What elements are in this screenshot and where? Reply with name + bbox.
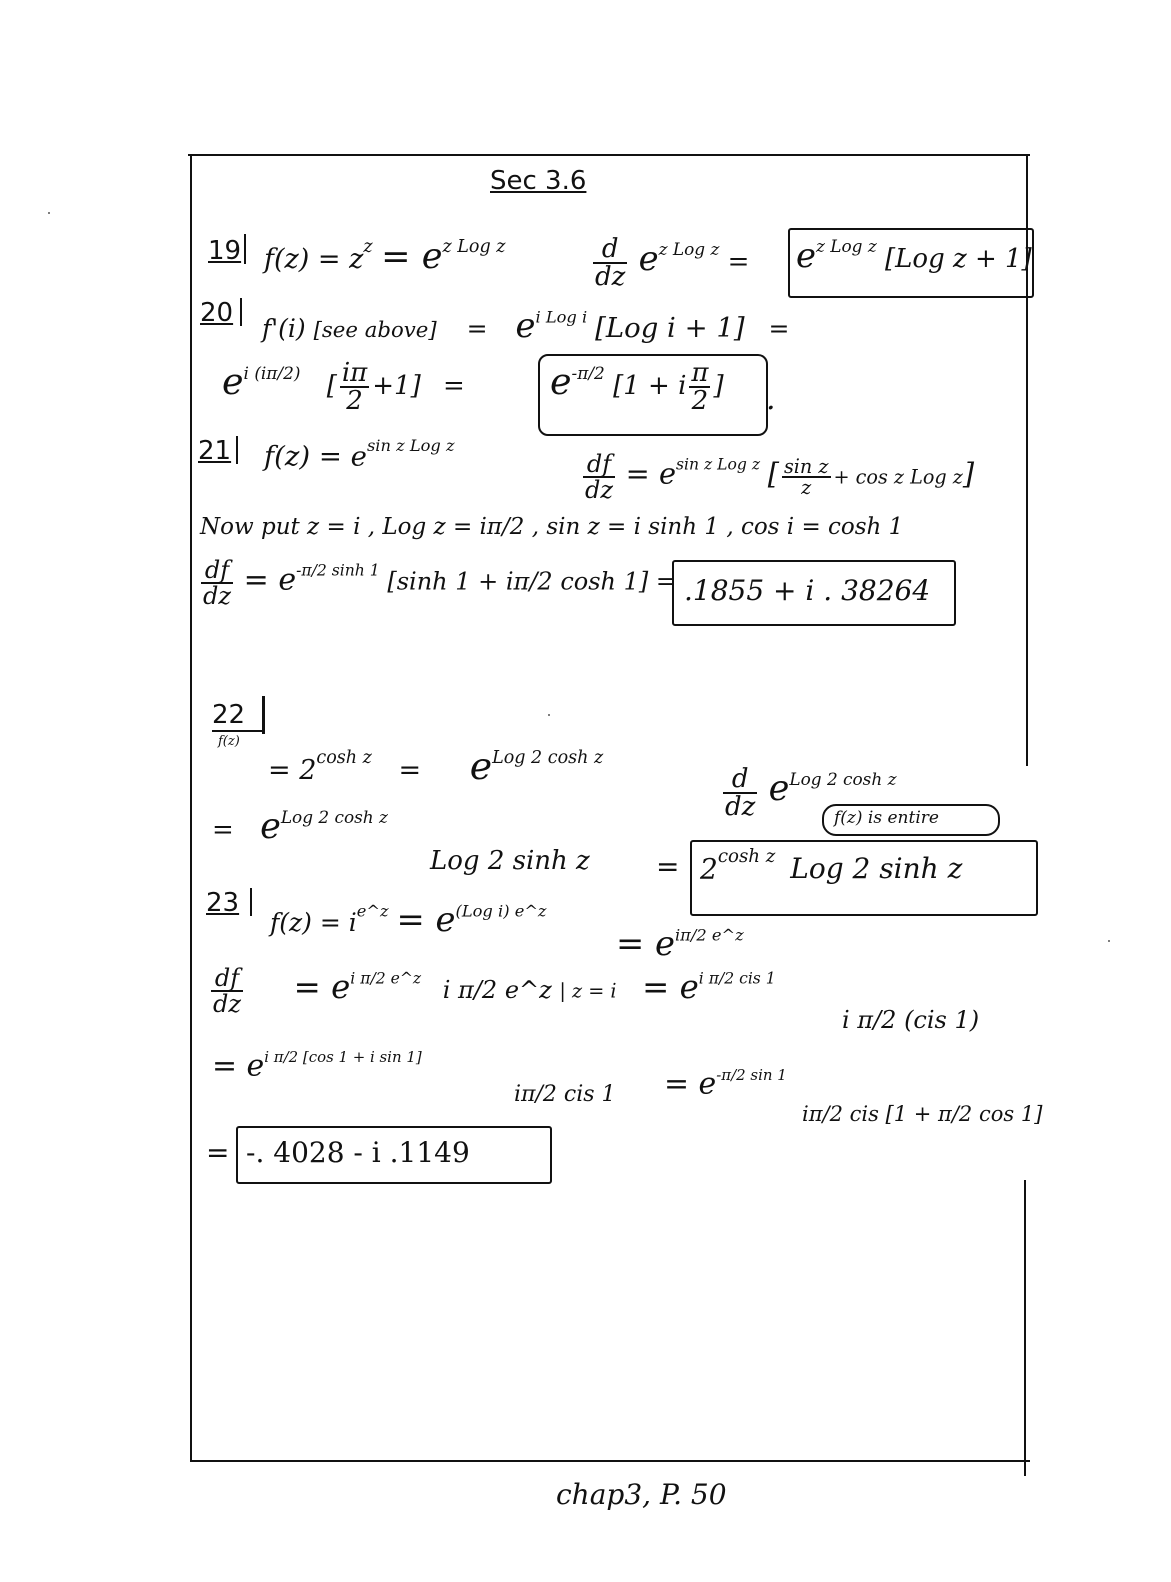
problem-number: 21	[198, 436, 232, 466]
p22-line2-factor: Log 2 sinh z	[430, 846, 590, 876]
problem-number: 23	[206, 888, 240, 918]
p23-answer: -. 4028 - i .1149	[246, 1136, 470, 1169]
p19-definition: $f(z) = z^z = e^{z Log z}$	[264, 236, 506, 277]
scan-speck	[1108, 940, 1110, 942]
frame-left-rule	[190, 154, 192, 1462]
problem-number-underline	[212, 730, 264, 732]
p20-line1: f'(i) [see above] = $e^{i Log i}$ [Log i + 1] =	[262, 306, 790, 345]
problem-number: 22	[212, 700, 246, 730]
p20-line2: $e^{i (i\pi/2)}$ [ $\frac{i\pi}{2}$ +1] =	[222, 358, 465, 416]
p23-line3-right-factor: iπ/2 cis [1 + π/2 cos 1]	[802, 1102, 1043, 1126]
p23-line3-right: = $e^{-\pi/2 sin 1}$	[664, 1066, 787, 1102]
p21-answer: .1855 + i . 38264	[684, 574, 931, 607]
p22-derivative: $\frac{d}{dz}$ $e^{Log 2 cosh z}$	[725, 764, 897, 822]
p21-definition: $f(z) = e^{sin z Log z}$	[264, 436, 455, 473]
p23-derivative-factor: i π/2 (cis 1)	[842, 1006, 980, 1034]
p20-period: .	[766, 382, 776, 417]
scan-speck	[548, 714, 550, 716]
scan-speck	[48, 212, 50, 214]
problem-number-tick	[236, 436, 238, 464]
p21-evaluation: $\frac{df}{dz}$ = $e^{-\pi/2 sinh 1}$ [sinh 1 + iπ/2 cosh 1] =	[203, 556, 676, 610]
p23-final-eq: =	[206, 1136, 230, 1169]
problem-number-tick	[262, 696, 265, 734]
p19-answer: $e^{z Log z}$ [Log z + 1]	[796, 236, 1032, 276]
p22-line2: = $e^{Log 2 cosh z}$	[212, 806, 388, 847]
p23-derivative: $\frac{df}{dz}$ = $e^{i \pi/2 e\^{}z}$ i π/2 e^z | $z = i = e^{i \pi/2 cis 1}$	[213, 964, 776, 1018]
problem-number-tick	[250, 888, 252, 916]
problem-number-tick	[244, 234, 246, 264]
p21-derivative: $\frac{df}{dz}$ = $e^{sin z Log z}$ [ $\frac{\text{sin z}}{z}$ + cos z Log z]	[585, 450, 975, 504]
section-heading: Sec 3.6	[490, 166, 587, 196]
p23-definition: $f(z) = i^{e\^{}z} = e^{(Log i) e\^{}z}$	[270, 900, 547, 939]
problem-number: 20	[200, 298, 234, 328]
p21-substitution: Now put z = i , Log z = iπ/2 , sin z = i sinh 1 , cos i = cosh 1	[200, 514, 904, 540]
problem-number: 19	[208, 236, 242, 266]
p22-answer: $2^{cosh z}$ Log 2 sinh z	[700, 846, 963, 886]
p22-sublabel: f(z)	[218, 734, 240, 749]
frame-top-rule	[188, 154, 1030, 156]
page-footer: chap3, P. 50	[556, 1478, 727, 1511]
p19-derivative: $\frac{d}{dz}$ $e^{z Log z}$ =	[595, 234, 750, 292]
frame-right-rule-lower	[1024, 1180, 1026, 1476]
p22-entire-note: f(z) is entire	[834, 808, 939, 828]
p23-line3-factor: iπ/2 cis 1	[514, 1082, 616, 1107]
p20-answer: $e^{-\pi/2}$ [1 + i $\frac{\pi}{2}$ ]	[550, 358, 724, 416]
p22-line2-eq: =	[656, 850, 680, 883]
p23-definition-cont: = $e^{i\pi/2 e\^{}z}$	[616, 924, 744, 963]
p22-definition: = $2^{cosh z} = e^{Log 2 cosh z}$	[268, 744, 604, 788]
frame-bottom-rule	[190, 1460, 1030, 1462]
p23-line3: = $e^{i \pi/2 [cos 1 + i sin 1]}$	[212, 1048, 422, 1084]
problem-number-tick	[240, 298, 242, 326]
